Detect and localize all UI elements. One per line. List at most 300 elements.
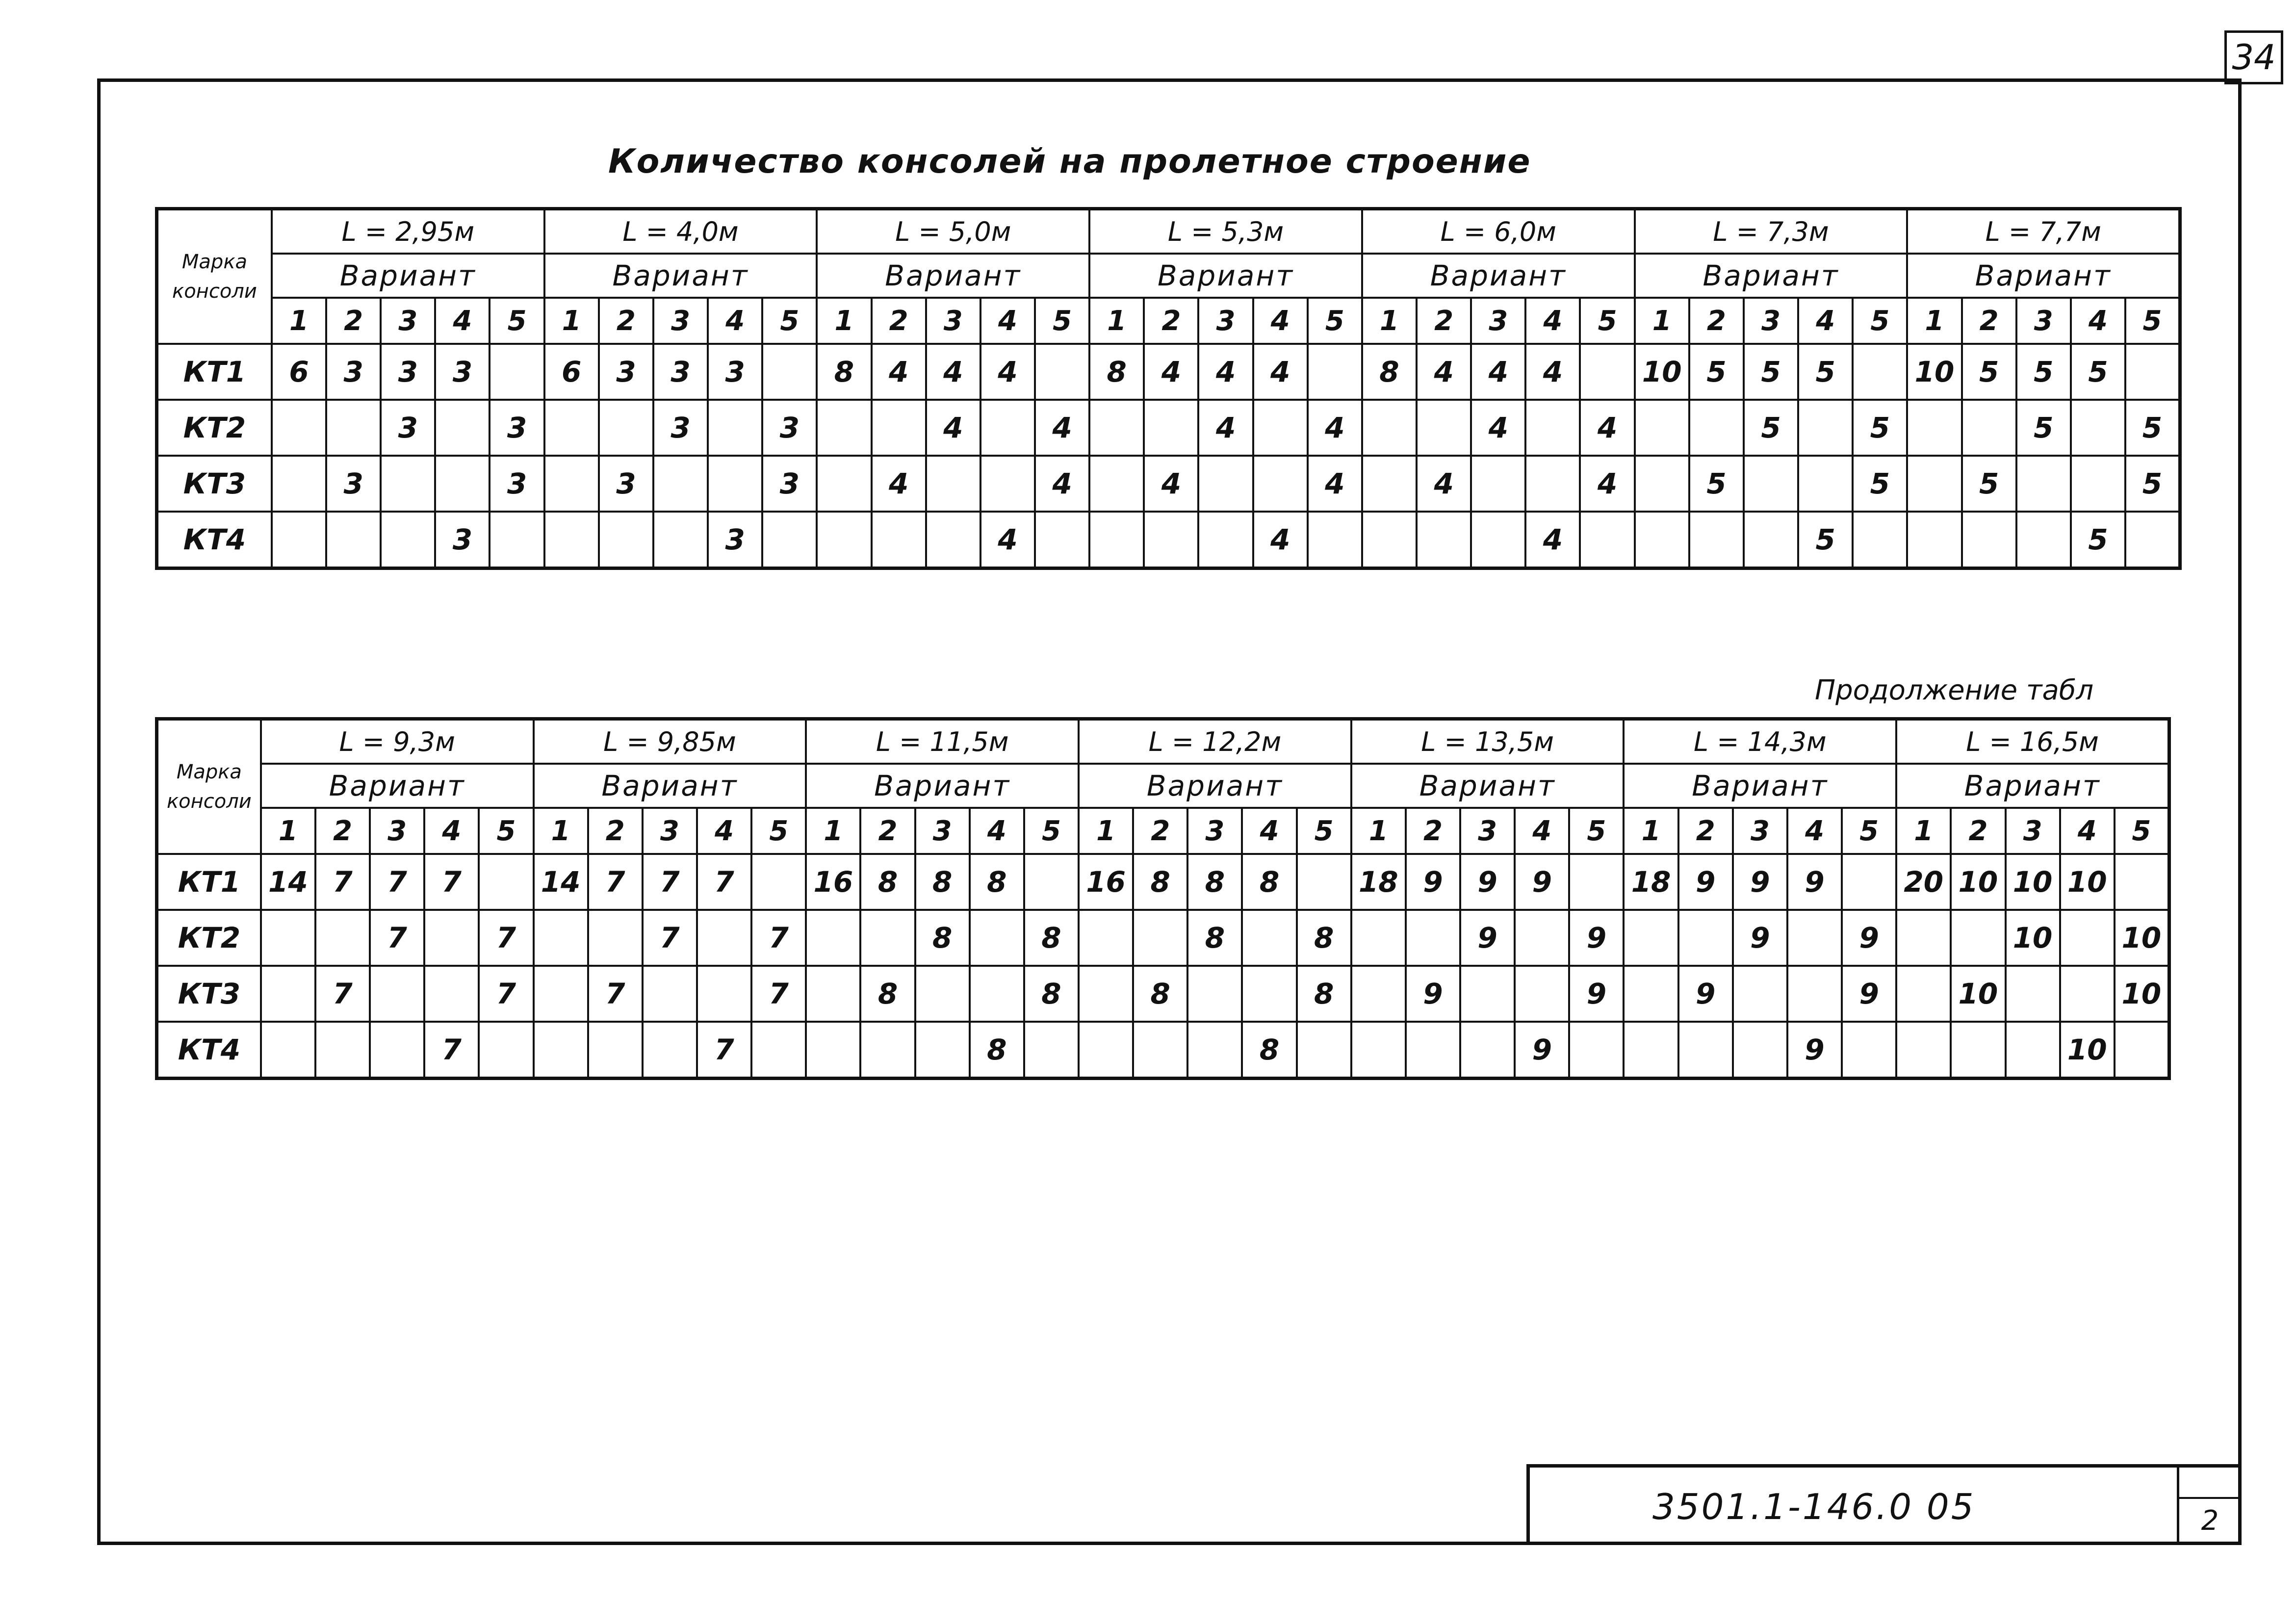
table-row <box>157 344 2180 400</box>
continuation-note: Продолжение табл <box>1815 674 2094 706</box>
quantity-cell <box>2060 966 2115 1022</box>
quantity-cell <box>1406 910 1460 966</box>
quantity-cell: 9 <box>1460 854 1515 910</box>
quantity-cell: 8 <box>1133 966 1187 1022</box>
variant-number: 1 <box>272 298 326 344</box>
quantity-cell <box>980 456 1035 512</box>
quantity-cell: 7 <box>643 910 697 966</box>
quantity-cell: 5 <box>2071 344 2125 400</box>
quantity-cell: 8 <box>1133 854 1187 910</box>
variant-header: Вариант <box>1624 764 1896 808</box>
quantity-cell <box>915 1022 970 1079</box>
quantity-cell: 4 <box>1035 400 1089 456</box>
variant-number: 5 <box>1308 298 1362 344</box>
span-header-row <box>157 719 2169 764</box>
quantity-cell: 8 <box>1242 854 1296 910</box>
quantity-cell <box>435 400 490 456</box>
quantity-cell: 7 <box>315 854 370 910</box>
quantity-cell <box>272 512 326 568</box>
quantity-cell <box>1079 1022 1133 1079</box>
table-title: Количество консолей на пролетное строение <box>608 142 1531 181</box>
quantity-cell: 8 <box>1024 910 1079 966</box>
table-row <box>157 910 2169 966</box>
variant-number: 5 <box>2125 298 2180 344</box>
variant-number: 3 <box>1733 808 1787 854</box>
quantity-cell <box>1580 512 1634 568</box>
quantity-cell: 20 <box>1896 854 1951 910</box>
sheet-box-header <box>2179 1468 2241 1499</box>
quantity-cell: 8 <box>915 854 970 910</box>
quantity-cell <box>1744 512 1798 568</box>
quantity-cell: 7 <box>424 1022 479 1079</box>
quantity-cell <box>1089 512 1144 568</box>
quantity-cell <box>1525 400 1580 456</box>
span-length-header: L = 5,0м <box>817 209 1089 254</box>
quantity-cell <box>1035 512 1089 568</box>
quantity-cell: 5 <box>2071 512 2125 568</box>
quantity-cell: 3 <box>381 400 435 456</box>
quantity-cell: 4 <box>1525 512 1580 568</box>
quantity-cell: 5 <box>1689 344 1744 400</box>
variant-number: 2 <box>1678 808 1733 854</box>
variant-number: 3 <box>2006 808 2060 854</box>
quantity-cell: 3 <box>653 344 708 400</box>
quantity-cell <box>2060 910 2115 966</box>
quantity-cell: 8 <box>1297 910 1351 966</box>
variant-number: 2 <box>860 808 915 854</box>
variant-number: 1 <box>806 808 860 854</box>
variant-number: 5 <box>1569 808 1624 854</box>
quantity-cell: 7 <box>643 854 697 910</box>
quantity-cell <box>1635 400 1689 456</box>
variant-number: 3 <box>643 808 697 854</box>
quantity-cell <box>860 910 915 966</box>
quantity-cell: 7 <box>697 854 751 910</box>
quantity-cell <box>762 344 817 400</box>
quantity-cell: 5 <box>1798 344 1853 400</box>
variant-number: 3 <box>1460 808 1515 854</box>
mark-column-header <box>157 719 261 854</box>
quantity-cell: 16 <box>1079 854 1133 910</box>
quantity-cell: 5 <box>2125 400 2180 456</box>
quantity-cell: 14 <box>261 854 315 910</box>
variant-number: 3 <box>1198 298 1253 344</box>
table-row <box>157 512 2180 568</box>
quantity-cell: 18 <box>1351 854 1406 910</box>
quantity-cell <box>1253 400 1308 456</box>
quantity-cell <box>2115 854 2169 910</box>
variant-number: 2 <box>1133 808 1187 854</box>
quantity-cell: 3 <box>762 456 817 512</box>
quantity-cell: 9 <box>1678 966 1733 1022</box>
variant-number: 5 <box>490 298 544 344</box>
quantity-cell: 8 <box>860 966 915 1022</box>
variant-number: 4 <box>435 298 490 344</box>
quantity-cell <box>1308 344 1362 400</box>
span-length-header: L = 9,3м <box>261 719 534 764</box>
span-length-header: L = 6,0м <box>1362 209 1635 254</box>
table-row <box>157 456 2180 512</box>
quantity-cell: 3 <box>326 456 381 512</box>
quantity-cell: 5 <box>2125 456 2180 512</box>
table-row <box>157 400 2180 456</box>
variant-number: 1 <box>1079 808 1133 854</box>
quantity-cell <box>1689 512 1744 568</box>
quantity-cell <box>1624 1022 1678 1079</box>
variant-header: Вариант <box>1362 254 1635 298</box>
quantity-cell: 7 <box>315 966 370 1022</box>
variant-number: 5 <box>2115 808 2169 854</box>
variant-number: 1 <box>1635 298 1689 344</box>
quantity-cell <box>1907 456 1961 512</box>
variant-number: 2 <box>1951 808 2005 854</box>
quantity-cell <box>534 910 588 966</box>
quantity-cell: 16 <box>806 854 860 910</box>
page-number: 34 <box>2224 30 2283 84</box>
quantity-cell: 8 <box>1242 1022 1296 1079</box>
quantity-cell <box>926 512 980 568</box>
quantity-cell: 10 <box>1907 344 1961 400</box>
quantity-cell: 8 <box>1362 344 1417 400</box>
variant-number: 1 <box>817 298 871 344</box>
quantity-cell <box>1297 1022 1351 1079</box>
quantity-cell: 3 <box>490 400 544 456</box>
variant-number: 4 <box>1787 808 1842 854</box>
variant-number-row <box>157 808 2169 854</box>
quantity-cell: 9 <box>1515 854 1569 910</box>
quantity-cell: 9 <box>1406 854 1460 910</box>
quantity-cell <box>1853 512 1907 568</box>
quantity-cell <box>817 456 871 512</box>
quantity-cell: 4 <box>1580 400 1634 456</box>
quantity-cell: 8 <box>1187 910 1242 966</box>
variant-number: 2 <box>599 298 653 344</box>
quantity-cell <box>1962 400 2016 456</box>
quantity-cell <box>1024 854 1079 910</box>
quantity-cell <box>544 512 599 568</box>
variant-header: Вариант <box>1351 764 1624 808</box>
quantity-cell <box>1896 966 1951 1022</box>
mark-header-line: Марка <box>176 761 242 783</box>
quantity-cell: 5 <box>2016 400 2071 456</box>
variant-number: 5 <box>1035 298 1089 344</box>
span-length-header: L = 7,7м <box>1907 209 2180 254</box>
span-length-header: L = 12,2м <box>1079 719 1351 764</box>
variant-number: 3 <box>1187 808 1242 854</box>
quantity-cell: 4 <box>1253 344 1308 400</box>
variant-number: 2 <box>872 298 926 344</box>
quantity-cell: 5 <box>1798 512 1853 568</box>
variant-number: 3 <box>381 298 435 344</box>
quantity-cell <box>1842 854 1896 910</box>
quantity-cell <box>1798 456 1853 512</box>
quantity-cell: 9 <box>1406 966 1460 1022</box>
quantity-cell <box>490 344 544 400</box>
variant-number: 1 <box>261 808 315 854</box>
quantity-cell <box>1024 1022 1079 1079</box>
variant-number: 2 <box>315 808 370 854</box>
quantity-cell <box>261 1022 315 1079</box>
quantity-cell <box>2006 1022 2060 1079</box>
mark-column-header <box>157 209 272 344</box>
variant-number: 1 <box>544 298 599 344</box>
quantity-cell <box>1406 1022 1460 1079</box>
quantity-cell <box>1471 512 1525 568</box>
console-mark: КТ1 <box>157 854 261 910</box>
quantity-cell <box>315 1022 370 1079</box>
variant-number: 1 <box>1907 298 1961 344</box>
quantity-cell <box>1253 456 1308 512</box>
quantity-cell <box>1297 854 1351 910</box>
quantity-cell <box>544 400 599 456</box>
quantity-cell: 4 <box>1417 456 1471 512</box>
quantity-cell: 7 <box>479 910 533 966</box>
variant-header: Вариант <box>1896 764 2169 808</box>
variant-number: 1 <box>534 808 588 854</box>
quantity-cell: 3 <box>435 512 490 568</box>
quantity-cell <box>1733 1022 1787 1079</box>
document-code: 3501.1-146.0 05 <box>1652 1486 1976 1527</box>
quantity-cell: 4 <box>1471 344 1525 400</box>
quantity-cell: 4 <box>1580 456 1634 512</box>
quantity-cell: 9 <box>1569 966 1624 1022</box>
variant-number: 5 <box>1580 298 1634 344</box>
quantity-cell <box>708 400 762 456</box>
quantity-cell: 9 <box>1787 854 1842 910</box>
quantity-cell: 3 <box>653 400 708 456</box>
quantity-cell <box>1242 966 1296 1022</box>
quantity-cell: 5 <box>1853 400 1907 456</box>
variant-number: 4 <box>1242 808 1296 854</box>
variant-header: Вариант <box>1907 254 2180 298</box>
variant-number: 4 <box>2060 808 2115 854</box>
quantity-cell <box>1035 344 1089 400</box>
quantity-cell: 4 <box>1308 456 1362 512</box>
quantity-cell <box>1351 1022 1406 1079</box>
quantity-cell: 18 <box>1624 854 1678 910</box>
span-length-header: L = 4,0м <box>544 209 817 254</box>
quantity-cell <box>490 512 544 568</box>
quantity-cell: 4 <box>926 400 980 456</box>
quantity-cell <box>1079 966 1133 1022</box>
quantity-cell: 4 <box>1417 344 1471 400</box>
variant-number: 5 <box>479 808 533 854</box>
quantity-cell <box>1351 966 1406 1022</box>
table-row <box>157 1022 2169 1079</box>
variant-number: 4 <box>980 298 1035 344</box>
quantity-cell <box>970 910 1024 966</box>
span-length-header: L = 9,85м <box>534 719 806 764</box>
quantity-cell <box>1798 400 1853 456</box>
quantity-cell <box>599 512 653 568</box>
quantity-cell <box>762 512 817 568</box>
quantity-cell <box>479 1022 533 1079</box>
quantity-cell <box>599 400 653 456</box>
quantity-cell <box>1417 512 1471 568</box>
variant-number: 3 <box>915 808 970 854</box>
variant-number: 1 <box>1624 808 1678 854</box>
quantity-cell <box>1362 456 1417 512</box>
quantity-cell <box>653 456 708 512</box>
variant-number: 2 <box>1689 298 1744 344</box>
span-header-row <box>157 209 2180 254</box>
quantity-cell: 3 <box>326 344 381 400</box>
quantity-cell: 4 <box>1144 456 1198 512</box>
quantity-cell: 8 <box>1024 966 1079 1022</box>
variant-number: 5 <box>1024 808 1079 854</box>
quantity-cell <box>272 400 326 456</box>
quantity-cell <box>534 1022 588 1079</box>
quantity-cell <box>806 910 860 966</box>
quantity-cell <box>435 456 490 512</box>
variant-number: 5 <box>762 298 817 344</box>
quantity-cell: 10 <box>2006 854 2060 910</box>
quantity-cell: 5 <box>1689 456 1744 512</box>
quantity-cell: 9 <box>1569 910 1624 966</box>
quantity-cell <box>1787 966 1842 1022</box>
quantity-cell <box>534 966 588 1022</box>
quantity-cell <box>1351 910 1406 966</box>
span-length-header: L = 11,5м <box>806 719 1079 764</box>
span-length-header: L = 7,3м <box>1635 209 1908 254</box>
quantity-cell <box>915 966 970 1022</box>
quantity-cell: 7 <box>370 910 424 966</box>
console-mark: КТ3 <box>157 966 261 1022</box>
variant-number: 3 <box>926 298 980 344</box>
quantity-cell: 7 <box>751 966 806 1022</box>
quantity-cell <box>1471 456 1525 512</box>
quantity-cell <box>1624 910 1678 966</box>
variant-number: 1 <box>1362 298 1417 344</box>
quantity-cell <box>1896 1022 1951 1079</box>
quantity-cell <box>2125 512 2180 568</box>
quantity-cell <box>381 512 435 568</box>
quantity-cell <box>860 1022 915 1079</box>
quantity-cell <box>381 456 435 512</box>
quantity-cell <box>817 400 871 456</box>
title-block-stamp <box>1526 1464 2241 1545</box>
quantity-cell <box>1417 400 1471 456</box>
quantity-cell <box>1460 1022 1515 1079</box>
quantity-cell <box>1242 910 1296 966</box>
quantity-cell: 3 <box>599 344 653 400</box>
quantity-cell: 4 <box>1471 400 1525 456</box>
quantity-cell: 4 <box>1035 456 1089 512</box>
quantity-cell: 3 <box>708 512 762 568</box>
variant-number: 2 <box>326 298 381 344</box>
variant-header: Вариант <box>272 254 544 298</box>
quantity-cell: 9 <box>1733 910 1787 966</box>
variant-number: 3 <box>653 298 708 344</box>
quantity-cell <box>1187 966 1242 1022</box>
variant-number: 4 <box>424 808 479 854</box>
variant-header: Вариант <box>1089 254 1362 298</box>
quantity-cell <box>1525 456 1580 512</box>
variant-header: Вариант <box>806 764 1079 808</box>
quantity-cell <box>1144 400 1198 456</box>
quantity-cell <box>1678 910 1733 966</box>
quantity-cell <box>872 512 926 568</box>
quantity-cell <box>1678 1022 1733 1079</box>
variant-number: 3 <box>1744 298 1798 344</box>
quantity-cell <box>751 854 806 910</box>
quantity-cell <box>926 456 980 512</box>
variant-header-row <box>157 764 2169 808</box>
quantity-cell: 9 <box>1842 910 1896 966</box>
quantity-cell <box>370 966 424 1022</box>
quantity-cell: 10 <box>2006 910 2060 966</box>
quantity-cell <box>1580 344 1634 400</box>
quantity-cell <box>1951 910 2005 966</box>
span-length-header: L = 14,3м <box>1624 719 1896 764</box>
quantity-cell: 9 <box>1678 854 1733 910</box>
quantity-cell <box>817 512 871 568</box>
quantity-cell: 4 <box>1198 400 1253 456</box>
quantity-cell <box>1896 910 1951 966</box>
quantity-cell: 10 <box>2060 1022 2115 1079</box>
quantity-cell: 4 <box>926 344 980 400</box>
quantity-cell: 10 <box>2115 966 2169 1022</box>
quantity-cell: 4 <box>872 456 926 512</box>
quantity-cell <box>653 512 708 568</box>
variant-header: Вариант <box>1079 764 1351 808</box>
quantity-cell <box>1733 966 1787 1022</box>
quantity-cell: 8 <box>915 910 970 966</box>
console-mark: КТ2 <box>157 910 261 966</box>
quantity-cell: 10 <box>1951 854 2005 910</box>
quantity-cell <box>1624 966 1678 1022</box>
variant-number: 1 <box>1896 808 1951 854</box>
quantity-cell: 14 <box>534 854 588 910</box>
quantity-cell <box>643 1022 697 1079</box>
variant-header: Вариант <box>544 254 817 298</box>
quantity-cell: 7 <box>588 854 643 910</box>
quantity-cell: 10 <box>1635 344 1689 400</box>
variant-number: 4 <box>1253 298 1308 344</box>
variant-number: 2 <box>1144 298 1198 344</box>
quantity-cell <box>1635 456 1689 512</box>
quantity-cell: 4 <box>872 344 926 400</box>
console-mark: КТ1 <box>157 344 272 400</box>
quantity-cell <box>1853 344 1907 400</box>
quantity-cell: 3 <box>490 456 544 512</box>
variant-number-row <box>157 298 2180 344</box>
quantity-cell <box>1569 854 1624 910</box>
quantity-cell: 3 <box>599 456 653 512</box>
span-length-header: L = 13,5м <box>1351 719 1624 764</box>
quantity-cell <box>1515 966 1569 1022</box>
variant-number: 3 <box>370 808 424 854</box>
quantity-cell <box>315 910 370 966</box>
quantity-cell: 7 <box>479 966 533 1022</box>
quantity-cell <box>806 966 860 1022</box>
quantity-cell <box>2006 966 2060 1022</box>
quantity-cell: 3 <box>762 400 817 456</box>
quantity-cell <box>806 1022 860 1079</box>
quantity-cell <box>2115 1022 2169 1079</box>
quantity-cell: 3 <box>381 344 435 400</box>
quantity-cell <box>751 1022 806 1079</box>
variant-header: Вариант <box>1635 254 1908 298</box>
quantity-cell: 4 <box>1308 400 1362 456</box>
quantity-cell: 10 <box>2060 854 2115 910</box>
quantity-cell <box>1198 456 1253 512</box>
quantity-cell <box>1089 456 1144 512</box>
quantity-cell <box>261 966 315 1022</box>
variant-number: 4 <box>970 808 1024 854</box>
quantity-cell <box>1951 1022 2005 1079</box>
quantity-cell: 5 <box>1962 344 2016 400</box>
